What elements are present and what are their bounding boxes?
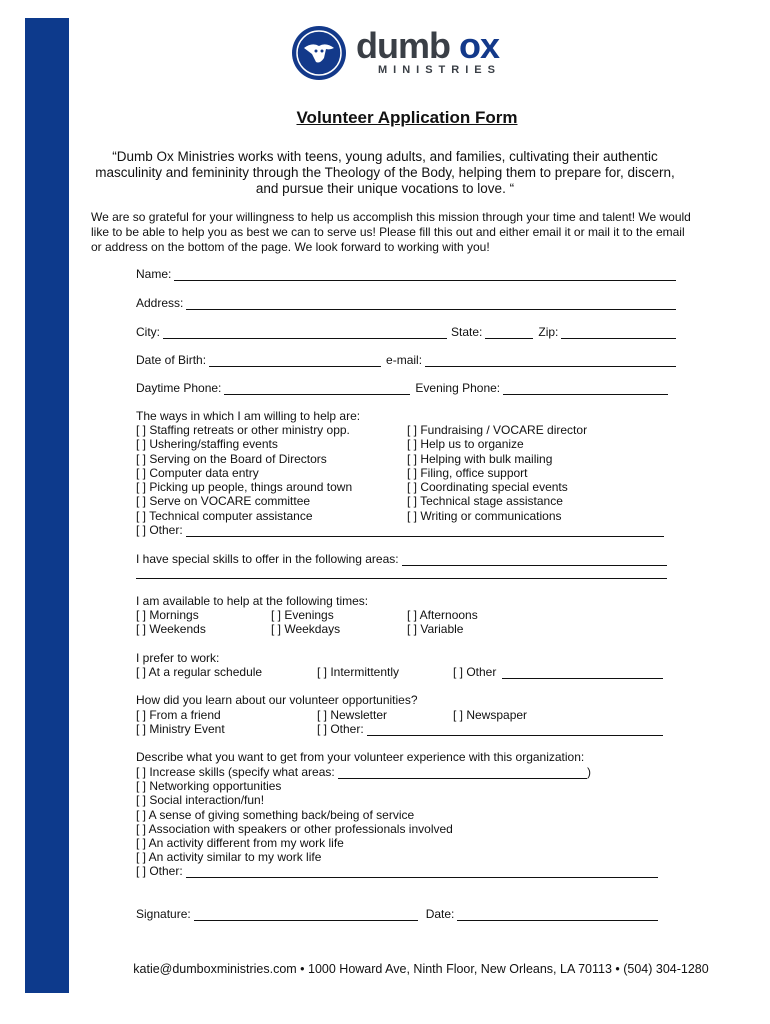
checkbox-option[interactable]: [ ] Serve on VOCARE committee (136, 494, 311, 509)
checkbox-option[interactable]: [ ] Writing or communications (407, 508, 562, 523)
evenings-checkbox[interactable]: [ ] Evenings (271, 608, 334, 622)
checkbox-option[interactable]: [ ] Helping with bulk mailing (407, 451, 553, 466)
name-row (136, 267, 676, 281)
increase-skills-checkbox[interactable]: [ ] Increase skills (specify what areas: (136, 765, 335, 779)
skills-label: I have special skills to offer in the following areas: (136, 552, 399, 566)
checkbox-option[interactable]: [ ] Picking up people, things around town (136, 480, 353, 495)
zip-field[interactable] (561, 326, 676, 339)
regular-schedule-checkbox[interactable]: [ ] At a regular schedule (136, 665, 263, 679)
state-label: State: (451, 325, 483, 339)
dob-field[interactable] (209, 354, 381, 367)
day-phone-label: Daytime Phone: (136, 381, 222, 395)
times-heading: I am available to help at the following times: (136, 594, 369, 608)
help-right-column (407, 423, 587, 523)
email-field[interactable] (425, 354, 676, 367)
newsletter-checkbox[interactable]: [ ] Newsletter (317, 708, 388, 722)
newspaper-checkbox[interactable]: [ ] Newspaper (453, 708, 528, 722)
afternoons-checkbox[interactable]: [ ] Afternoons (407, 608, 478, 622)
checkbox-option[interactable]: [ ] Association with speakers or other professionals involved (136, 821, 453, 836)
checkbox-option[interactable]: [ ] An activity different from my work life (136, 836, 344, 851)
help-other-row (136, 523, 664, 537)
checkbox-option[interactable]: [ ] Networking opportunities (136, 779, 282, 793)
logo-subtitle: MINISTRIES (378, 64, 501, 76)
address-field[interactable] (186, 297, 676, 310)
email-label: e-mail: (386, 353, 423, 367)
blue-side-bar (25, 18, 69, 993)
checkbox-option[interactable]: [ ] Coordinating special events (407, 480, 568, 495)
skills-row (136, 552, 667, 566)
skills-field[interactable] (402, 553, 667, 566)
form-title: Volunteer Application Form (296, 108, 518, 127)
address-row (136, 296, 676, 310)
goals-other-row (136, 864, 658, 878)
contact-footer: katie@dumboxministries.com • 1000 Howard Ave, Ninth Floor, New Orleans, LA 70113 • (504) 304-1280 (133, 962, 709, 976)
prefer-other-field[interactable] (502, 666, 663, 679)
zip-label: Zip: (538, 325, 559, 339)
mornings-checkbox[interactable]: [ ] Mornings (136, 608, 199, 622)
goals-other-checkbox[interactable]: [ ] Other: (136, 864, 183, 878)
signature-label: Signature: (136, 907, 191, 921)
eve-phone-label: Evening Phone: (415, 381, 501, 395)
prefer-other-checkbox[interactable]: [ ] Other (453, 665, 497, 679)
checkbox-option[interactable]: [ ] Staffing retreats or other ministry opp. (136, 423, 350, 437)
dob-row (136, 353, 676, 367)
checkbox-option[interactable]: [ ] Technical stage assistance (407, 494, 563, 509)
close-paren: ) (587, 765, 591, 779)
goals-heading: Describe what you want to get from your volunteer experience with this organization: (136, 750, 585, 764)
checkbox-option[interactable]: [ ] Computer data entry (136, 465, 259, 480)
intermittently-checkbox[interactable]: [ ] Intermittently (317, 665, 400, 679)
checkbox-option[interactable]: [ ] Fundraising / VOCARE director (407, 423, 588, 437)
date-field[interactable] (457, 908, 658, 921)
phone-row (136, 381, 676, 395)
skills-field-line-2[interactable] (136, 578, 667, 579)
learn-other-row (317, 722, 663, 736)
signature-row (136, 907, 658, 921)
learn-other-checkbox[interactable]: [ ] Other: (317, 722, 364, 736)
friend-checkbox[interactable]: [ ] From a friend (136, 708, 221, 722)
increase-skills-field[interactable] (338, 766, 587, 779)
ox-emblem-icon (290, 24, 348, 82)
name-label: Name: (136, 267, 172, 281)
city-label: City: (136, 325, 160, 339)
help-heading: The ways in which I am willing to help are: (136, 409, 361, 423)
city-field[interactable] (163, 326, 447, 339)
checkbox-option[interactable]: [ ] Serving on the Board of Directors (136, 451, 327, 466)
intro-paragraph: We are so grateful for your willingness to help us accomplish this mission through your time and talent! We would like to be able to help you as best we can to serve us! Please fill this out and either email it or mail it to the email or address on the bottom of the page. We look forward to working with you! (91, 210, 691, 254)
weekends-checkbox[interactable]: [ ] Weekends (136, 622, 206, 636)
learn-other-field[interactable] (367, 723, 663, 736)
eve-phone-field[interactable] (503, 382, 668, 395)
learn-heading: How did you learn about our volunteer opportunities? (136, 693, 418, 707)
checkbox-option[interactable]: [ ] An activity similar to my work life (136, 850, 322, 865)
help-left-column (136, 423, 352, 523)
day-phone-field[interactable] (224, 382, 410, 395)
logo-wordmark: dumb ox (356, 25, 500, 66)
state-field[interactable] (485, 326, 533, 339)
city-row (136, 325, 676, 339)
goals-other-field[interactable] (186, 865, 658, 878)
prefer-other-row (453, 665, 663, 679)
checkbox-option[interactable]: [ ] A sense of giving something back/being of service (136, 807, 415, 822)
help-other-field[interactable] (186, 524, 664, 537)
checkbox-option[interactable]: [ ] Help us to organize (407, 437, 524, 452)
increase-skills-row (136, 765, 591, 779)
checkbox-option[interactable]: [ ] Ushering/staffing events (136, 437, 278, 452)
variable-checkbox[interactable]: [ ] Variable (407, 622, 464, 636)
checkbox-option[interactable]: [ ] Social interaction/fun! (136, 793, 265, 808)
date-label: Date: (425, 907, 455, 921)
address-label: Address: (136, 296, 184, 310)
signature-field[interactable] (194, 908, 418, 921)
checkbox-option[interactable]: [ ] Technical computer assistance (136, 508, 313, 523)
help-other-checkbox[interactable]: [ ] Other: (136, 523, 183, 537)
name-field[interactable] (174, 268, 676, 281)
checkbox-option[interactable]: [ ] Filing, office support (407, 465, 528, 480)
mission-quote: “Dumb Ox Ministries works with teens, young adults, and families, cultivating their authentic masculinity and femininity through the Theology of the Body, helping them to prepare for, discern, and pursue their unique vocations to love. “ (95, 149, 675, 196)
prefer-heading: I prefer to work: (136, 651, 220, 665)
goals-list (136, 779, 453, 865)
dob-label: Date of Birth: (136, 353, 207, 367)
ministry-event-checkbox[interactable]: [ ] Ministry Event (136, 722, 225, 736)
dumb-ox-logo (290, 24, 520, 84)
weekdays-checkbox[interactable]: [ ] Weekdays (271, 622, 341, 636)
